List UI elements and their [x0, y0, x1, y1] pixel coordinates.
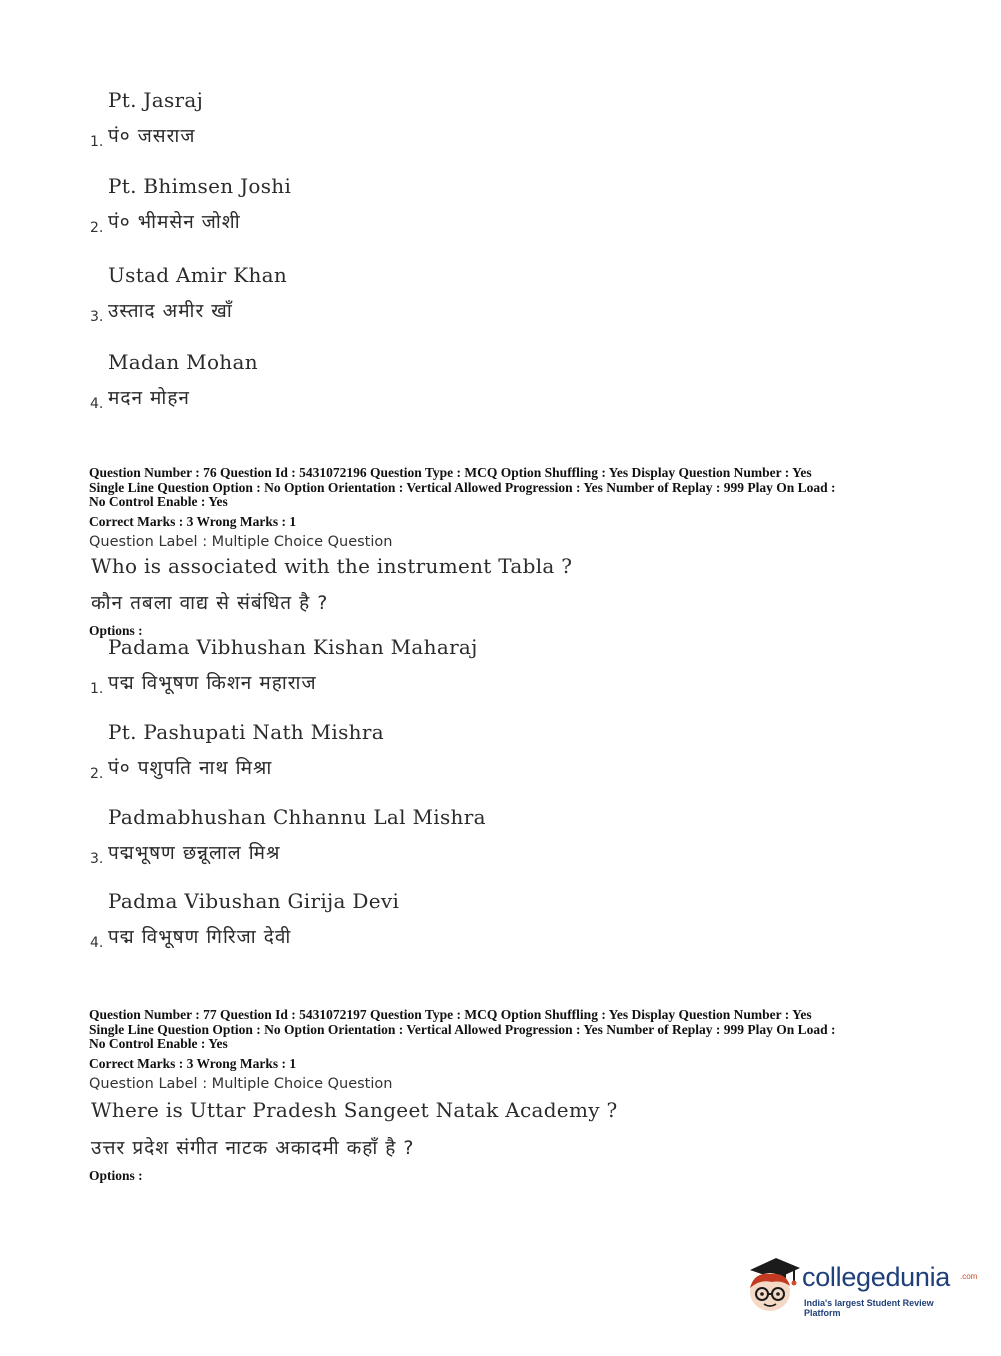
logo-tagline: India's largest Student Review Platform: [804, 1298, 934, 1318]
prev-option-2: [88, 174, 291, 236]
option-text-en: Pt. Pashupati Nath Mishra: [108, 720, 384, 744]
option-number: 3.: [90, 851, 104, 867]
question-77-marks: Correct Marks : 3 Wrong Marks : 1: [89, 1056, 297, 1071]
meta-line: Single Line Question Option : No Option Orientation : Vertical Allowed Progression : Yes Number of Replay : 999 Play On Load :: [89, 1021, 836, 1037]
meta-line: Question Number : 76 Question Id : 5431072196 Question Type : MCQ Option Shuffling : Yes Display Question Number : Yes: [89, 465, 812, 480]
q76-option-1: [88, 635, 478, 697]
option-text-en: Ustad Amir Khan: [108, 263, 288, 287]
question-76-text-hi: कौन तबला वाद्य से संबंधित है ?: [91, 592, 329, 614]
meta-line: No Control Enable : Yes: [89, 1036, 228, 1051]
q76-option-4: [88, 889, 399, 951]
option-text-en: Pt. Bhimsen Joshi: [108, 174, 292, 198]
collegedunia-logo: [742, 1250, 978, 1320]
option-text-hi: पद्म विभूषण गिरिजा देवी: [108, 926, 292, 948]
q76-option-3: [88, 805, 486, 867]
option-number: 1.: [90, 134, 104, 150]
option-text-hi: उस्ताद अमीर खाँ: [108, 300, 233, 322]
meta-line: Single Line Question Option : No Option Orientation : Vertical Allowed Progression : Yes Number of Replay : 999 Play On Load :: [89, 479, 836, 495]
prev-option-4: [88, 350, 258, 412]
option-number: 2.: [90, 220, 104, 236]
option-text-hi: पं० पशुपति नाथ मिश्रा: [108, 757, 273, 779]
option-number: 1.: [90, 681, 104, 697]
option-number: 3.: [90, 309, 104, 325]
q76-option-2: [88, 720, 384, 782]
question-76-label: Question Label : Multiple Choice Question: [89, 534, 393, 550]
question-76-metadata: [89, 466, 919, 510]
option-text-en: Padama Vibhushan Kishan Maharaj: [108, 635, 478, 659]
option-text-hi: पद्मभूषण छन्नूलाल मिश्र: [108, 842, 281, 864]
question-76-text-en: Who is associated with the instrument Tabla ?: [91, 554, 573, 578]
option-text-en: Padmabhushan Chhannu Lal Mishra: [108, 805, 486, 829]
option-number: 4.: [90, 396, 104, 412]
option-text-en: Padma Vibushan Girija Devi: [108, 889, 400, 913]
prev-option-3: [88, 263, 287, 325]
option-text-hi: पं० भीमसेन जोशी: [108, 211, 241, 233]
option-text-hi: पद्म विभूषण किशन महाराज: [108, 672, 317, 694]
option-number: 2.: [90, 766, 104, 782]
logo-dotcom: .com: [960, 1272, 978, 1281]
question-76-options-label: Options :: [89, 623, 143, 638]
meta-line: No Control Enable : Yes: [89, 494, 228, 509]
option-text-hi: मदन मोहन: [108, 387, 190, 409]
question-77-text-hi: उत्तर प्रदेश संगीत नाटक अकादमी कहाँ है ?: [91, 1137, 415, 1159]
option-text-en: Pt. Jasraj: [108, 88, 204, 112]
logo-wordmark: collegedunia: [802, 1262, 951, 1292]
question-77-options-label: Options :: [89, 1168, 143, 1183]
option-text-en: Madan Mohan: [108, 350, 258, 374]
question-77-metadata: [89, 1008, 919, 1052]
option-number: 4.: [90, 935, 104, 951]
question-77-label: Question Label : Multiple Choice Question: [89, 1076, 393, 1092]
option-text-hi: पं० जसराज: [108, 125, 196, 147]
prev-option-1: [88, 88, 203, 150]
question-76-marks: Correct Marks : 3 Wrong Marks : 1: [89, 514, 297, 529]
meta-line: Question Number : 77 Question Id : 5431072197 Question Type : MCQ Option Shuffling : Yes Display Question Number : Yes: [89, 1007, 812, 1022]
question-77-text-en: Where is Uttar Pradesh Sangeet Natak Academy ?: [91, 1098, 618, 1122]
mascot-icon: [742, 1252, 802, 1314]
